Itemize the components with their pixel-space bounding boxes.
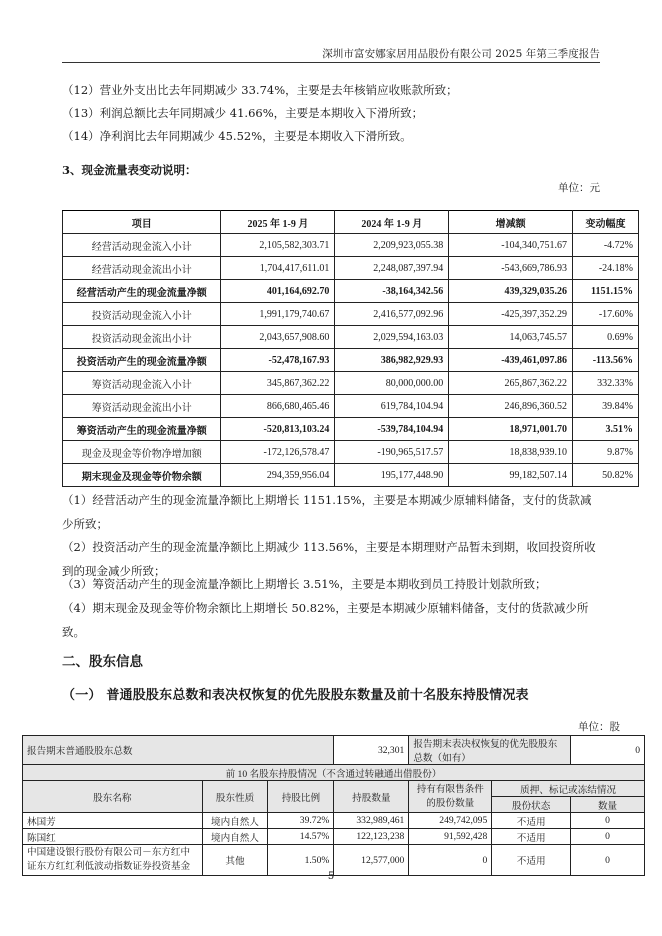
row-prev: 2,209,923,055.38 xyxy=(335,234,449,257)
holder-restricted: 91,592,428 xyxy=(409,829,492,845)
income-note-12: （12）营业外支出比去年同期减少 33.74%，主要是去年核销应收账款所致； xyxy=(62,83,458,97)
row-prev: -38,164,342.56 xyxy=(335,280,449,303)
holders-unit-label: 单位：股 xyxy=(578,721,620,733)
report-header-title: 深圳市富安娜家居用品股份有限公司 2025 年第三季度报告 xyxy=(322,48,600,60)
table-row-ending xyxy=(63,464,639,487)
row-prev: 80,000,000.00 xyxy=(335,372,449,395)
row-cur: 2,105,582,303.71 xyxy=(221,234,335,257)
total-holders-label: 报告期末普通股股东总数 xyxy=(23,736,334,765)
cashflow-section-title: 3、现金流量表变动说明： xyxy=(62,163,197,177)
row-diff: 18,971,001.70 xyxy=(449,418,573,441)
cashflow-header-row xyxy=(63,211,639,234)
row-pct: 50.82% xyxy=(573,464,639,487)
income-note-14: （14）净利润比去年同期减少 45.52%，主要是本期收入下滑所致。 xyxy=(62,129,412,143)
row-pct: -4.72% xyxy=(573,234,639,257)
cashflow-note-1: （1）经营活动产生的现金流量净额比上期增长 1151.15%，主要是本期减少原辅料储备，支付的货款减少所致； xyxy=(62,493,592,531)
col-holder-name: 股东名称 xyxy=(23,781,203,813)
row-item: 经营活动产生的现金流量净额 xyxy=(63,280,221,303)
row-cur: -172,126,578.47 xyxy=(221,441,335,464)
col-pledge-count: 数量 xyxy=(571,797,645,813)
holder-restricted: 0 xyxy=(409,845,492,876)
row-cur: 345,867,362.22 xyxy=(221,372,335,395)
total-holders-row xyxy=(23,736,645,765)
table-row-subtotal xyxy=(63,418,639,441)
col-diff-header: 增减额 xyxy=(449,211,573,234)
cashflow-note-3: （3）筹资活动产生的现金流量净额比上期增长 3.51%，主要是本期收到员工持股计划款所致； xyxy=(62,577,547,591)
row-pct: 0.69% xyxy=(573,326,639,349)
holder-name: 陈国红 xyxy=(23,829,203,845)
row-item: 筹资活动现金流出小计 xyxy=(63,395,221,418)
row-pct: -17.60% xyxy=(573,303,639,326)
col-2024-header: 2024 年 1-9 月 xyxy=(335,211,449,234)
shareholders-table xyxy=(22,735,645,876)
table-row xyxy=(63,303,639,326)
row-diff: -425,397,352.29 xyxy=(449,303,573,326)
total-holders-value: 32,301 xyxy=(334,736,409,765)
row-pct: -24.18% xyxy=(573,257,639,280)
col-holder-nature: 股东性质 xyxy=(202,781,268,813)
holder-nature: 境内自然人 xyxy=(202,813,268,829)
row-diff: 265,867,362.22 xyxy=(449,372,573,395)
holder-count: 0 xyxy=(571,829,645,845)
subsection-title-top-holders: （一） 普通股股东总数和表决权恢复的优先股股东数量及前十名股东持股情况表 xyxy=(62,688,529,703)
holder-ratio: 39.72% xyxy=(268,813,334,829)
holder-name: 林国芳 xyxy=(23,813,203,829)
row-item: 投资活动产生的现金流量净额 xyxy=(63,349,221,372)
holder-nature: 其他 xyxy=(202,845,268,876)
col-restricted-qty: 持有有限售条件的股份数量 xyxy=(409,781,492,813)
col-holding-qty: 持股数量 xyxy=(334,781,409,813)
row-prev: 2,248,087,397.94 xyxy=(335,257,449,280)
income-note-13: （13）利润总额比去年同期减少 41.66%，主要是本期收入下滑所致； xyxy=(62,106,424,120)
holder-count: 0 xyxy=(571,845,645,876)
row-cur: -52,478,167.93 xyxy=(221,349,335,372)
row-pct: 9.87% xyxy=(573,441,639,464)
row-prev: -190,965,517.57 xyxy=(335,441,449,464)
row-cur: 401,164,692.70 xyxy=(221,280,335,303)
holder-count: 0 xyxy=(571,813,645,829)
row-diff: 14,063,745.57 xyxy=(449,326,573,349)
holder-status: 不适用 xyxy=(492,829,571,845)
row-prev: 2,029,594,163.03 xyxy=(335,326,449,349)
row-item: 投资活动现金流出小计 xyxy=(63,326,221,349)
holder-name: 中国建设银行股份有限公司－东方红中证东方红红利低波动指数证券投资基金 xyxy=(23,845,203,876)
holder-ratio: 14.57% xyxy=(268,829,334,845)
row-item: 筹资活动产生的现金流量净额 xyxy=(63,418,221,441)
row-item: 经营活动现金流入小计 xyxy=(63,234,221,257)
col-pledge-group: 质押、标记或冻结情况 xyxy=(492,781,645,797)
row-cur: 2,043,657,908.60 xyxy=(221,326,335,349)
table-row xyxy=(63,326,639,349)
pref-holders-label: 报告期末表决权恢复的优先股股东总数（如有） xyxy=(409,736,571,765)
row-prev: 2,416,577,092.96 xyxy=(335,303,449,326)
row-cur: 294,359,956.04 xyxy=(221,464,335,487)
table-row xyxy=(23,829,645,845)
top10-title: 前 10 名股东持股情况（不含通过转融通出借股份） xyxy=(23,765,645,781)
table-row-subtotal xyxy=(63,349,639,372)
row-pct: 3.51% xyxy=(573,418,639,441)
table-row xyxy=(63,395,639,418)
holder-status: 不适用 xyxy=(492,813,571,829)
col-item-header: 项目 xyxy=(63,211,221,234)
table-row xyxy=(63,441,639,464)
row-diff: -543,669,786.93 xyxy=(449,257,573,280)
col-holding-ratio: 持股比例 xyxy=(268,781,334,813)
row-item: 期末现金及现金等价物余额 xyxy=(63,464,221,487)
col-share-status: 股份状态 xyxy=(492,797,571,813)
table-row xyxy=(63,257,639,280)
holder-qty: 332,989,461 xyxy=(334,813,409,829)
table-row xyxy=(23,813,645,829)
page-number: 5 xyxy=(327,871,335,882)
row-cur: 866,680,465.46 xyxy=(221,395,335,418)
holders-header-row xyxy=(23,781,645,797)
holder-qty: 12,577,000 xyxy=(334,845,409,876)
row-item: 现金及现金等价物净增加额 xyxy=(63,441,221,464)
cashflow-note-4: （4）期末现金及现金等价物余额比上期增长 50.82%，主要是本期减少原辅料储备，支付的货款减少所致。 xyxy=(62,601,589,639)
col-pct-header: 变动幅度 xyxy=(573,211,639,234)
row-pct: 39.84% xyxy=(573,395,639,418)
row-diff: 18,838,939.10 xyxy=(449,441,573,464)
table-row-subtotal xyxy=(63,280,639,303)
row-cur: 1,991,179,740.67 xyxy=(221,303,335,326)
section-title-shareholders: 二、股东信息 xyxy=(62,654,143,670)
row-prev: -539,784,104.94 xyxy=(335,418,449,441)
row-item: 投资活动现金流入小计 xyxy=(63,303,221,326)
pref-holders-value: 0 xyxy=(571,736,645,765)
holder-restricted: 249,742,095 xyxy=(409,813,492,829)
holder-qty: 122,123,238 xyxy=(334,829,409,845)
cashflow-unit-label: 单位：元 xyxy=(558,182,600,194)
row-diff: 246,896,360.52 xyxy=(449,395,573,418)
top10-title-row xyxy=(23,765,645,781)
row-diff: 439,329,035.26 xyxy=(449,280,573,303)
row-item: 经营活动现金流出小计 xyxy=(63,257,221,280)
cashflow-note-2: （2）投资活动产生的现金流量净额比上期减少 113.56%，主要是本期理财产品暂未到期，收回投资所收到的现金减少所致； xyxy=(62,540,596,578)
table-row xyxy=(63,372,639,395)
row-pct: -113.56% xyxy=(573,349,639,372)
col-2025-header: 2025 年 1-9 月 xyxy=(221,211,335,234)
cashflow-table xyxy=(62,210,639,487)
holder-nature: 境内自然人 xyxy=(202,829,268,845)
row-diff: -439,461,097.86 xyxy=(449,349,573,372)
row-prev: 195,177,448.90 xyxy=(335,464,449,487)
row-pct: 332.33% xyxy=(573,372,639,395)
row-cur: -520,813,103.24 xyxy=(221,418,335,441)
row-diff: -104,340,751.67 xyxy=(449,234,573,257)
row-cur: 1,704,417,611.01 xyxy=(221,257,335,280)
header-divider xyxy=(62,62,600,63)
holder-status: 不适用 xyxy=(492,845,571,876)
table-row xyxy=(63,234,639,257)
row-pct: 1151.15% xyxy=(573,280,639,303)
holder-ratio: 1.50% xyxy=(268,845,334,876)
row-prev: 619,784,104.94 xyxy=(335,395,449,418)
row-prev: 386,982,929.93 xyxy=(335,349,449,372)
row-diff: 99,182,507.14 xyxy=(449,464,573,487)
row-item: 筹资活动现金流入小计 xyxy=(63,372,221,395)
